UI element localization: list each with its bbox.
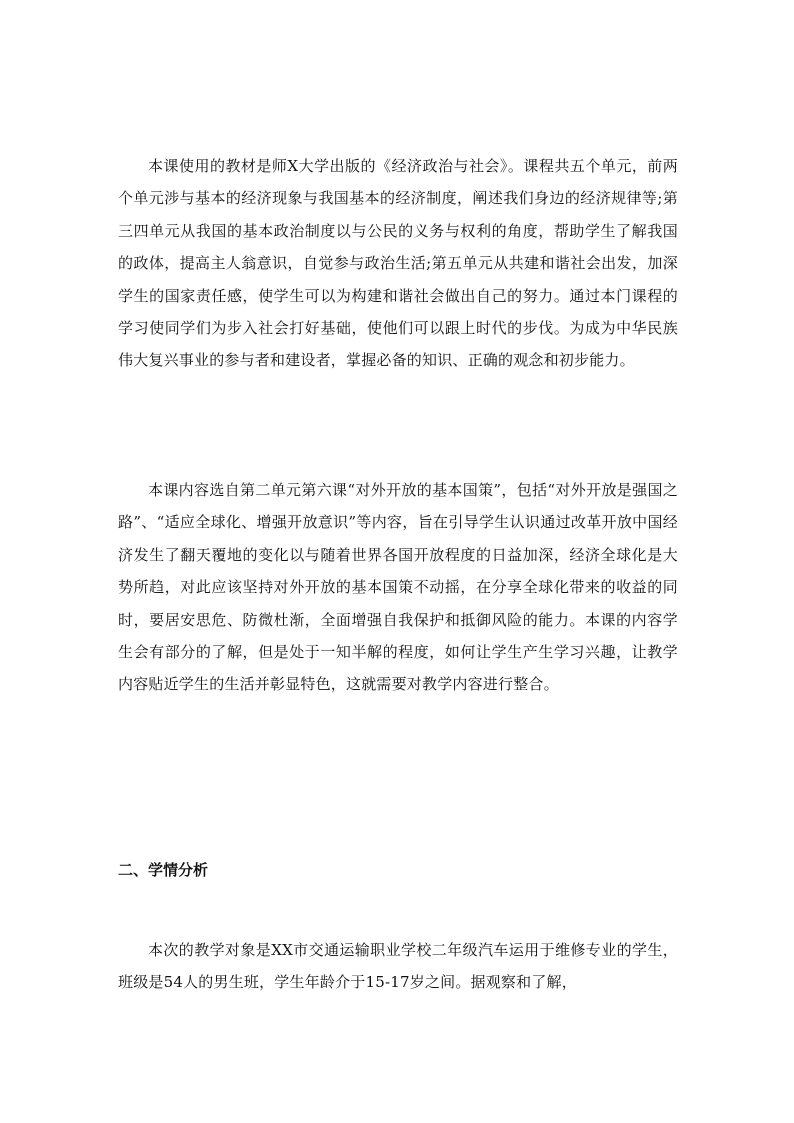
paragraph-student-analysis: 本次的教学对象是XX市交通运输职业学校二年级汽车运用于维修专业的学生，班级是54人的男生班，学生年龄介于15-17岁之间。据观察和了解， [118,941,678,992]
section-heading-student-analysis: 二、学情分析 [118,861,209,879]
paragraph-textbook-overview: 本课使用的教材是师X大学出版的《经济政治与社会》。课程共五个单元，前两个单元涉与基本的经济现象与我国基本的经济制度，阐述我们身边的经济规律等;第三四单元从我国的基本政治制度以与公民的义务与权利的角度，帮助学生了解我国的政体，提高主人翁意识，自觉参与政治生活;第五单元从共建和谐社会出发，加深学生的国家责任感，使学生可以为构建和谐社会做出自己的努力。通过本门课程的学习使同学们为步入社会打好基础，使他们可以跟上时代的步伐。为成为中华民族伟大复兴事业的参与者和建设者，掌握必备的知识、正确的观念和初步能力。 [118,157,678,370]
paragraph-lesson-content: 本课内容选自第二单元第六课“对外开放的基本国策”，包括“对外开放是强国之路”、“适应全球化、增强开放意识”等内容，旨在引导学生认识通过改革开放中国经济发生了翻天覆地的变化以与随着世界各国开放程度的日益加深，经济全球化是大势所趋，对此应该坚持对外开放的基本国策不动摇，在分享全球化带来的收益的同时，要居安思危、防微杜渐，全面增强自我保护和抵御风险的能力。本课的内容学生会有部分的了解，但是处于一知半解的程度，如何让学生产生学习兴趣，让教学内容贴近学生的生活并彰显特色，这就需要对教学内容进行整合。 [118,481,678,694]
